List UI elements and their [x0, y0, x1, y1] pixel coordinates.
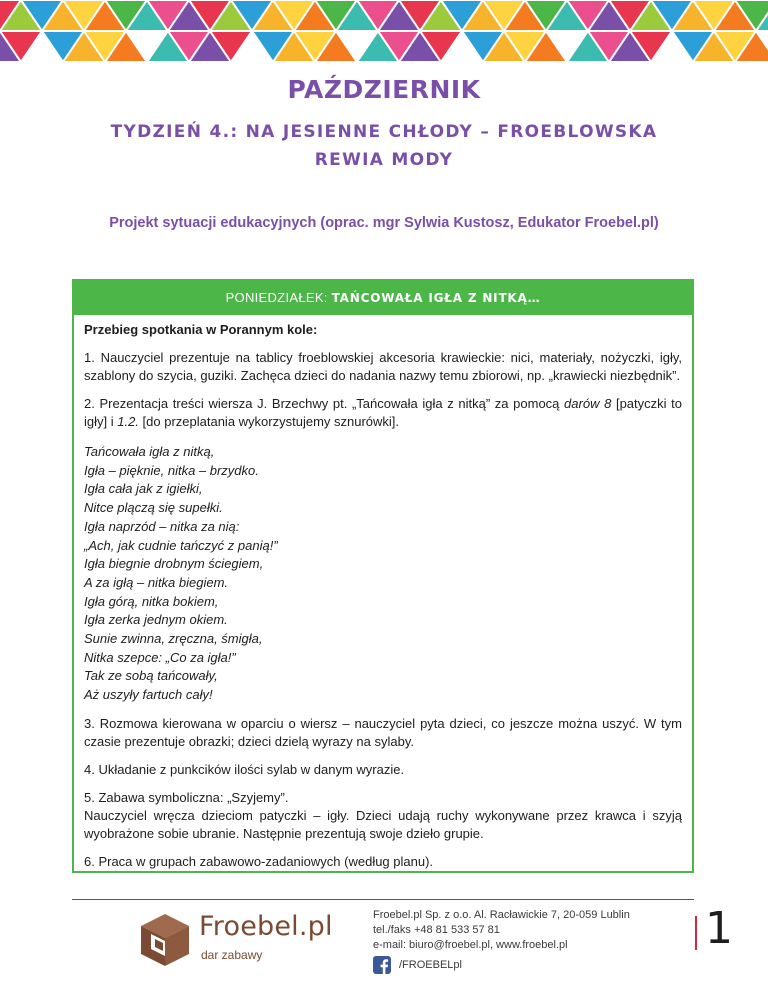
triangle-pattern-banner: [0, 0, 768, 62]
contact-info: [373, 908, 630, 974]
poem: [84, 443, 682, 705]
poem-line: Igła zerka jednym okiem.: [84, 612, 228, 628]
step-3: 3. Rozmowa kierowana w oparciu o wiersz – nauczyciel pyta dzieci, co jeszcze można uszyć. W tym czasie prezentuje obrazki; dzieci dzielą wyrazy na sylaby.: [84, 715, 682, 749]
poem-line: Igła naprzód – nitka za nią:: [84, 518, 240, 534]
company-address: Froebel.pl Sp. z o.o. Al. Racławickie 7, 20-059 Lublin: [373, 909, 630, 921]
intro-heading: [84, 321, 682, 339]
poem-line: Tak ze sobą tańcowały,: [84, 668, 218, 684]
step-4: 4. Układanie z punkcików ilości sylab w danym wyrazie.: [84, 761, 405, 777]
poem-line: Igła cała jak z igiełki,: [84, 481, 203, 497]
facebook-icon: [373, 956, 391, 974]
day-content: [74, 315, 692, 871]
poem-line: Igła górą, nitka bokiem,: [84, 593, 219, 609]
step-5: [84, 789, 682, 843]
step-2-text-a: 2. Prezentacja treści wiersza J. Brzechwy pt. „Tańcowała igła z nitką” za pomocą: [84, 396, 565, 411]
footer-divider: [72, 899, 694, 900]
logo-cube-icon: [139, 912, 191, 968]
step-6: 6. Praca w grupach zabawowo-zadaniowych (według planu).: [84, 853, 434, 869]
logo-name: Froebel.pl: [199, 911, 333, 942]
poem-line: Aż uszyły fartuch cały!: [84, 687, 213, 703]
step-5-body: Nauczyciel wręcza dzieciom patyczki – igły. Dzieci udają ruchy wykonywane przez krawca i szyją wyobrażone sobie ubranie. Następnie prezentują swoje dzieło grupie.: [84, 807, 682, 841]
week-title-line-2: REWIA MODY: [314, 150, 454, 170]
poem-line: Tańcowała igła z nitką,: [84, 444, 215, 459]
project-subtitle: Projekt sytuacji edukacyjnych (oprac. mgr Sylwia Kustosz, Edukator Froebel.pl): [109, 215, 659, 231]
step-2: [84, 395, 682, 431]
week-title-line-1: TYDZIEŃ 4.: NA JESIENNE CHŁODY – FROEBLOWSKA: [110, 122, 658, 142]
step-2-text-b: [patyczki to igły] i: [84, 396, 683, 429]
day-label: PONIEDZIAŁEK:: [225, 290, 332, 305]
monday-section: [72, 279, 694, 873]
facebook-link[interactable]: [373, 956, 630, 974]
poem-line: Igła biegnie drobnym ściegiem,: [84, 556, 264, 572]
step-2-text-c: [do przeplatania wykorzystujemy sznurówki].: [138, 414, 400, 429]
day-header: [74, 281, 692, 315]
poem-line: A za igłą – nitka biegiem.: [84, 574, 229, 590]
poem-line: Nitce plączą się supełki.: [84, 500, 223, 516]
poem-line: Sunie zwinna, zręczna, śmigła,: [84, 631, 263, 647]
froebel-logo[interactable]: [139, 910, 333, 970]
phone: tel./faks +48 81 533 57 81: [373, 924, 500, 936]
day-title: TAŃCOWAŁA IGŁA Z NITKĄ…: [331, 291, 541, 305]
week-title: [84, 118, 684, 174]
page-number-bar: [695, 916, 697, 950]
poem-line: Nitka szepce: „Co za igła!”: [84, 649, 236, 665]
page-number: 1: [705, 903, 733, 954]
logo-tagline: dar zabawy: [201, 948, 263, 962]
email-website[interactable]: e-mail: biuro@froebel.pl, www.froebel.pl: [373, 939, 568, 951]
step-1: 1. Nauczyciel prezentuje na tablicy froeblowskiej akcesoria krawieckie: nici, materiały, nożyczki, igły, szablony do szycia, guziki. Zachęca dzieci do nadania nazwy temu zbiorowi, np. „krawiecki niezbędnik”.: [84, 350, 682, 383]
facebook-handle: /FROEBELpl: [399, 958, 462, 971]
step-2-emphasis-1: darów 8: [564, 396, 612, 411]
poem-line: „Ach, jak cudnie tańczyć z panią!”: [84, 537, 278, 553]
step-5-title: 5. Zabawa symboliczna: „Szyjemy”.: [84, 789, 289, 805]
poem-line: Igła – pięknie, nitka – brzydko.: [84, 462, 259, 478]
intro-text: Przebieg spotkania w Porannym kole:: [84, 322, 318, 337]
month-title: PAŹDZIERNIK: [287, 75, 481, 104]
step-2-emphasis-2: 1.2.: [117, 414, 139, 429]
